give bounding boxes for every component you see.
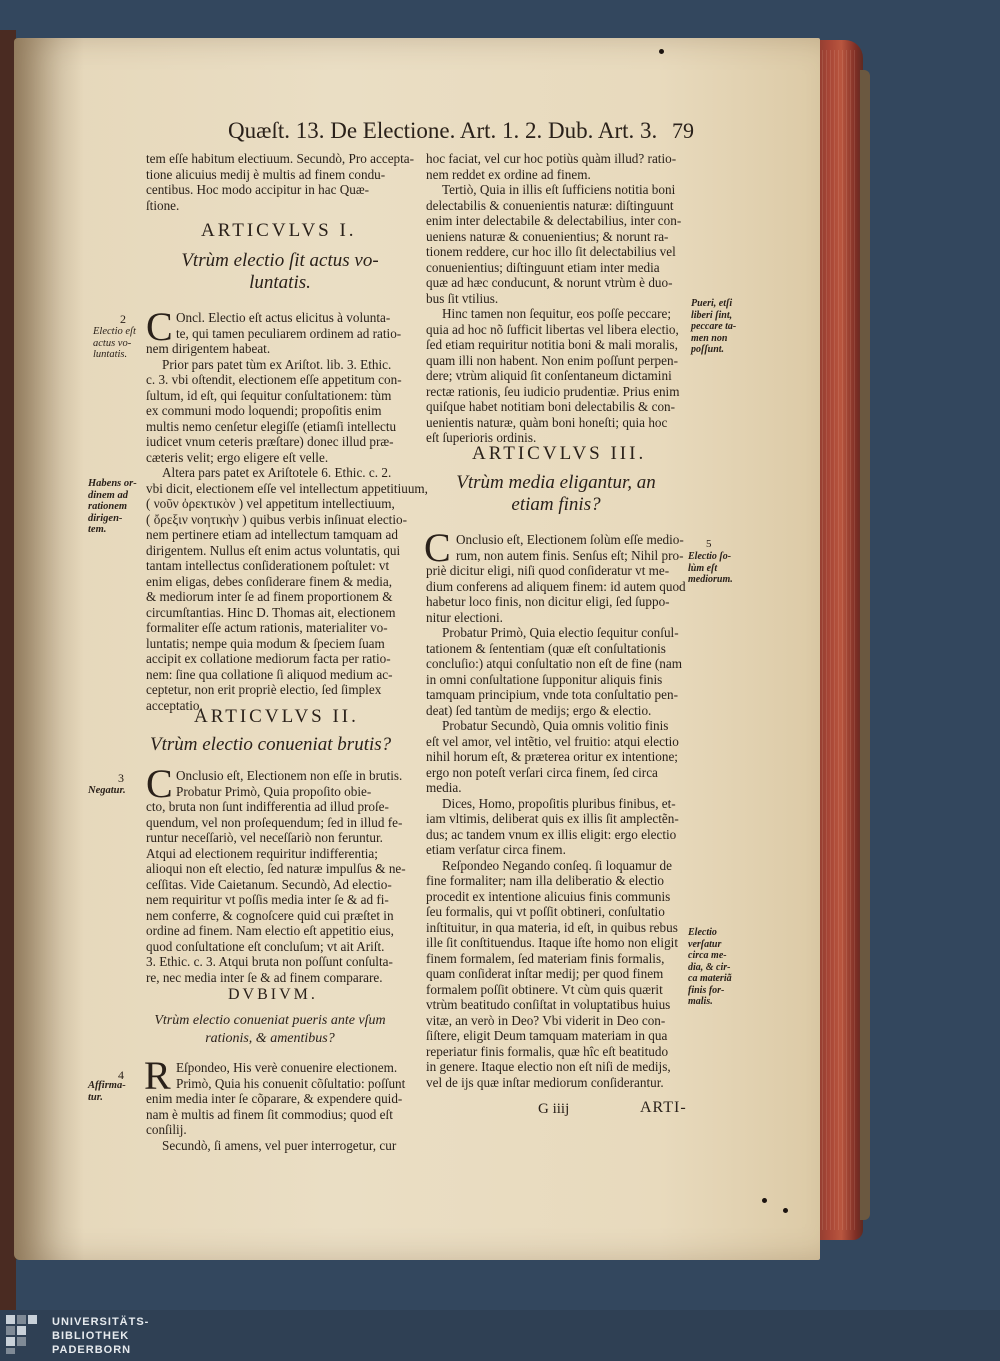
text-line: conuenientius; diſtinguunt etiam inter media bbox=[426, 259, 660, 275]
note-line: liberi ſint, bbox=[691, 309, 733, 321]
text-line: cæteris velit; ergo eligere eſt velle. bbox=[146, 449, 329, 465]
margin-note bbox=[88, 478, 137, 536]
text-line: vtrùm beatitudo conſiſtat in voluptatibus huius bbox=[426, 997, 671, 1012]
note-line: ca materiã bbox=[688, 973, 732, 984]
text-line: ( ὄρεξιν νοητικὴν ) quibus verbis inſinuat electio- bbox=[146, 511, 407, 527]
art2-heading: ARTICVLVS II. bbox=[194, 706, 359, 727]
text-line: nem conferre, & cognoſcere quid cui præſtet in bbox=[146, 907, 394, 923]
text-line: ſed etiam requiritur notitia boni & mali moralis, bbox=[426, 337, 678, 352]
note-line: Electio eſt bbox=[93, 326, 136, 337]
text-line: etiam verſatur circa finem. bbox=[426, 842, 566, 857]
text-line: dere; vtrùm aliquid ſit conſentaneum dictamini bbox=[426, 368, 672, 383]
left-intro bbox=[146, 151, 414, 213]
text-line: fine formaliter; nam illa deliberatio & electio bbox=[426, 873, 665, 888]
text-line: hoc faciat, vel cur hoc potiùs quàm illud? ratio- bbox=[426, 151, 677, 166]
text-line: formalem poſſit obtinere. Vt cùm quis quærit bbox=[426, 981, 663, 997]
question-line: Vtrùm media eligantur, an bbox=[456, 472, 656, 493]
text-line: vitæ, an verò in Deo? Vbi viderit in Deo con- bbox=[426, 1012, 666, 1028]
note-line: dinem ad bbox=[88, 489, 128, 501]
text-line: re, nec media inter ſe & ad finem comparare. bbox=[146, 969, 383, 985]
text-line: cto, bruta non ſunt indifferentia ad illud proſe- bbox=[146, 799, 389, 814]
text-line: iudicet vnum ceteris præſtare) donec illud præ- bbox=[146, 434, 394, 449]
text-line: ſultum, id eſt, qui ſequitur conſultationem: tùm bbox=[146, 387, 392, 403]
text-line: ille ſit conſtituendus. Itaque iſte homo non eligit bbox=[426, 935, 678, 950]
margin-note bbox=[688, 551, 733, 586]
art3-body bbox=[426, 532, 686, 1090]
text-line: ergo non poteſt verſari circa finem, ſed circa bbox=[426, 764, 658, 780]
text-line: Atqui ad electionem requiritur indifferentia; bbox=[146, 845, 378, 861]
text-line: ſeu formalis, qui vt poſſit obtineri, conſultatio bbox=[426, 904, 665, 919]
note-line: Pueri, etſi bbox=[691, 298, 733, 309]
signature-mark: G iiij bbox=[538, 1101, 570, 1117]
text-line: rectæ rationis, ſeu iudicio prudentiæ. Prius enim bbox=[426, 383, 680, 399]
question-line: etiam finis? bbox=[511, 494, 601, 515]
question-line: Vtrùm electio conueniat pueris ante vſum bbox=[154, 1013, 386, 1028]
margin-number: 4 bbox=[118, 1068, 124, 1082]
art2-question: Vtrùm electio conueniat brutis? bbox=[150, 734, 392, 755]
page-number: 79 bbox=[672, 118, 694, 143]
text-line: ceptetur, non erit propriè electio, ſed ſimplex bbox=[146, 682, 382, 697]
text-line: Secundò, ſi amens, vel puer interrogetur, cur bbox=[162, 1137, 397, 1153]
art3-question bbox=[436, 472, 676, 516]
text-line: Eſpondeo, His verè conuenire electionem. bbox=[176, 1060, 398, 1075]
text-line: circumſtantias. Hinc D. Thomas ait, electionem bbox=[146, 604, 396, 620]
note-line: circa me- bbox=[688, 950, 727, 961]
gutter-shadow bbox=[14, 38, 84, 1260]
logo-text-line: BIBLIOTHEK bbox=[52, 1330, 130, 1342]
text-line: ordine ad finem. Nam electio eſt appetitio eius, bbox=[146, 923, 394, 938]
text-line: uenientis naturæ, quàm boni honeſti; quia hoc bbox=[426, 414, 668, 430]
ink-spot bbox=[762, 1198, 767, 1203]
question-line: Vtrùm electio ſit actus vo- bbox=[181, 250, 379, 271]
footer-bar bbox=[0, 1310, 1000, 1361]
note-line: peccare ta- bbox=[691, 321, 737, 332]
text-line: ſiſtere, eligit Deum tamquam materiam in qua bbox=[426, 1028, 668, 1043]
text-line: alioqui non eſt electio, ſed naturæ impulſus & ne- bbox=[146, 861, 406, 876]
text-line: delectabilis & conuenientis naturæ: diſtinguunt bbox=[426, 197, 674, 213]
text-line: accipit ex collatione mediorum facta per ratio- bbox=[146, 651, 391, 666]
note-line: poſſunt. bbox=[691, 344, 725, 355]
text-line: quia ad hoc nõ ſufficit libertas vel libera electio, bbox=[426, 321, 679, 337]
text-line: in genere. Itaque electio non eſt niſi de medijs, bbox=[426, 1059, 671, 1074]
cover-edge bbox=[860, 70, 870, 1220]
text-line: nam è multis ad finem ſit commodius; quod eſt bbox=[146, 1106, 393, 1122]
text-line: inſtituitur, in qua materia, id eſt, in quibus rebus bbox=[426, 919, 678, 935]
text-line: iam vltimis, deliberat quis ex illis ſit amplectẽn- bbox=[426, 811, 679, 826]
text-line: Probatur Secundò, Quia omnis volitio finis bbox=[442, 718, 669, 733]
art1-heading: ARTICVLVS I. bbox=[201, 220, 357, 241]
text-line: te, qui tamen peculiarem ordinem ad ratio- bbox=[176, 325, 402, 341]
note-line: Negatur. bbox=[88, 785, 126, 796]
note-line: dirigen- bbox=[88, 512, 123, 524]
text-line: Dices, Homo, propoſitis pluribus finibus, et- bbox=[442, 795, 676, 811]
text-line: eſt ſuperioris ordinis. bbox=[426, 430, 537, 445]
dropcap: R bbox=[144, 1053, 171, 1098]
art3-heading: ARTICVLVS III. bbox=[472, 443, 647, 464]
library-logo-icon bbox=[6, 1315, 46, 1355]
note-line: luntatis. bbox=[93, 349, 128, 360]
note-line: tur. bbox=[88, 1091, 103, 1103]
text-line: enim eligas, debes conſiderare finem & media, bbox=[146, 573, 393, 589]
text-line: 3. Ethic. c. 3. Atqui bruta non poſſunt conſulta- bbox=[146, 954, 393, 969]
running-title: Quæſt. 13. De Electione. Art. 1. 2. Dub. Art. 3. bbox=[228, 118, 658, 143]
text-line: nem pertinere etiam ad intellectum tamquam ad bbox=[146, 527, 398, 542]
note-line: Electio bbox=[688, 927, 717, 938]
text-line: nitur electioni. bbox=[426, 609, 503, 625]
text-line: Onclusio eſt, Electionem ſolùm eſſe medio- bbox=[456, 532, 684, 547]
question-line: luntatis. bbox=[249, 272, 311, 293]
text-line: Probatur Primò, Quia propoſito obie- bbox=[176, 783, 372, 799]
art1-body bbox=[146, 310, 428, 713]
logo-text-line: PADERBORN bbox=[52, 1344, 132, 1356]
text-line: & mediorum inter ſe ad finem proportionem & bbox=[146, 589, 393, 604]
note-line: men non bbox=[691, 332, 728, 344]
text-line: Onclusio eſt, Electionem non eſſe in brutis. bbox=[176, 768, 403, 783]
margin-number: 5 bbox=[706, 538, 712, 550]
text-line: tionem reddere, cur hoc illo ſit delectabilius vel bbox=[426, 244, 676, 259]
right-top-body bbox=[426, 151, 681, 446]
margin-note bbox=[688, 927, 732, 1008]
text-line: enim inter delectabile & delectabilius, inter con- bbox=[426, 213, 682, 228]
text-line: ſtione. bbox=[146, 197, 180, 213]
note-line: Affirma- bbox=[88, 1080, 126, 1091]
margin-number: 3 bbox=[118, 771, 124, 785]
text-line: habetur loco finis, non dicitur eligi, ſed ſuppo- bbox=[426, 594, 670, 609]
text-line: ceſſitas. Vide Caietanum. Secundò, Ad electio- bbox=[146, 876, 392, 892]
text-line: bus ſit vtilius. bbox=[426, 290, 499, 306]
dropcap: C bbox=[146, 761, 173, 806]
catchword: ARTI- bbox=[640, 1099, 687, 1116]
text-line: priè dicitur eligi, niſi quod conſideratur vt me- bbox=[426, 563, 670, 578]
text-line: in omni conſultatione ſupponitur aliquis finis bbox=[426, 671, 663, 687]
text-line: nem requiritur vt poſſis media inter ſe & ad fi- bbox=[146, 892, 389, 907]
margin-note bbox=[88, 1080, 126, 1103]
note-line: mediorum. bbox=[688, 574, 733, 585]
text-line: nem dirigentem habeat. bbox=[146, 341, 271, 356]
text-line: ueniens naturæ & conuenientius; & norunt ra- bbox=[426, 228, 669, 244]
text-line: tationem & ſententiam (quæ eſt conſultationis bbox=[426, 640, 666, 656]
text-line: c. 3. vbi oſtendit, electionem eſſe appetitum con- bbox=[146, 372, 402, 387]
note-line: dia, & cir- bbox=[688, 961, 731, 973]
text-line: runtur neceſſariò, vel neceſſariò non feruntur. bbox=[146, 830, 383, 845]
text-line: enim media inter ſe cõparare, & expendere quid- bbox=[146, 1091, 403, 1106]
text-line: tem eſſe habitum electiuum. Secundò, Pro accepta- bbox=[146, 151, 415, 166]
text-line: deat) ſed tantùm de medijs; ergo & electio. bbox=[426, 702, 652, 718]
note-line: Habens or- bbox=[88, 478, 137, 489]
text-line: tamquam principium, vnde tota conſultatio pen- bbox=[426, 687, 678, 702]
text-line: nihil horum eſt, & præterea oritur ex intentione; bbox=[426, 749, 678, 764]
logo-text-line: UNIVERSITÄTS- bbox=[52, 1316, 150, 1328]
text-line: vbi dicit, electionem eſſe vel intellectum appetitiuum, bbox=[146, 480, 428, 496]
text-line: reperiatur finis formalis, quæ hîc eſt beatitudo bbox=[426, 1043, 669, 1059]
text-line: finem formalem, ſed materiam finis formalis, bbox=[426, 950, 665, 966]
text-line: procedit ex intentione alicuius finis communis bbox=[426, 888, 671, 904]
margin-note bbox=[691, 298, 736, 356]
text-line: dirigentem. Nullus eſt enim actus voluntatis, qui bbox=[146, 542, 401, 558]
text-line: quam conſiderat inſtar medij; per quod finem bbox=[426, 966, 664, 981]
question-line: rationis, & amentibus? bbox=[205, 1031, 335, 1046]
text-line: nem: ſine qua collatione ſi aliquod medium ac- bbox=[146, 666, 393, 682]
note-line: verſatur bbox=[688, 938, 722, 950]
note-line: finis for- bbox=[688, 984, 725, 996]
note-line: lùm eſt bbox=[688, 562, 718, 574]
text-line: media. bbox=[426, 780, 462, 795]
text-line: Altera pars patet ex Ariſtotele 6. Ethic. c. 2. bbox=[162, 465, 392, 480]
dubium-body bbox=[146, 1060, 405, 1153]
text-line: centibus. Hoc modo accipitur in hac Quæ- bbox=[146, 182, 370, 197]
art1-question bbox=[170, 250, 390, 294]
text-line: nem reddet ex ordine ad finem. bbox=[426, 166, 591, 182]
text-line: dus; ac tandem vnum ex illis eligit: ergo electio bbox=[426, 826, 677, 842]
note-line: actus vo- bbox=[93, 337, 132, 349]
text-line: tantam intellectus conſiderationem poſtulet: vt bbox=[146, 558, 390, 573]
dropcap: C bbox=[424, 525, 451, 570]
dubium-heading: DVBIVM. bbox=[228, 986, 318, 1003]
text-line: ex communi modo loquendi; propoſitis enim bbox=[146, 403, 382, 418]
ink-spot bbox=[783, 1208, 788, 1213]
text-line: quam illi non habent. Non enim poſſunt perpen- bbox=[426, 352, 678, 368]
page-edge-texture bbox=[822, 50, 856, 1230]
text-line: eſt vel amor, vel intẽtio, vel fruitio: atqui electio bbox=[426, 733, 679, 749]
text-line: rum, non autem finis. Senſus eſt; Nihil pro- bbox=[456, 547, 684, 563]
note-line: Electio ſo- bbox=[688, 551, 732, 562]
text-line: tione alicuius medij è multis ad finem condu- bbox=[146, 166, 386, 182]
ink-spot bbox=[659, 49, 664, 54]
text-line: multis nemo cenſetur elegiſſe (etiamſi intellectu bbox=[146, 418, 397, 434]
note-line: malis. bbox=[688, 996, 713, 1007]
dubium-question bbox=[150, 1012, 390, 1048]
text-line: Oncl. Electio eſt actus elicitus à volunta- bbox=[176, 310, 391, 325]
dropcap: C bbox=[146, 304, 173, 349]
text-line: acceptatio. bbox=[146, 697, 203, 713]
text-line: Hinc tamen non ſequitur, eos poſſe peccare; bbox=[442, 306, 672, 321]
text-line: conſilij. bbox=[146, 1122, 187, 1137]
text-line: concluſio:) atqui conſultatio non eſt de fine (nam bbox=[426, 656, 682, 671]
text-line: Reſpondeo Negando conſeq. ſi loquamur de bbox=[442, 857, 672, 873]
note-line: tem. bbox=[88, 524, 107, 535]
text-line: quæ ad hæc conducunt, & norunt vtrùm è duo- bbox=[426, 275, 673, 290]
text-line: Tertiò, Quia in illis eſt ſufficiens notitia boni bbox=[442, 182, 676, 197]
text-line: ( νοῦν ὀρεκτικὸν ) vel appetitum intellectiuum, bbox=[146, 496, 395, 511]
note-line: rationem bbox=[88, 501, 128, 512]
margin-number: 2 bbox=[120, 312, 126, 326]
text-line: quod conſultatione eſt concluſum; vt ait Ariſt. bbox=[146, 938, 385, 954]
text-line: dium conferens ad aliquem finem: id autem quod bbox=[426, 578, 686, 594]
text-line: Prior pars patet tùm ex Ariſtot. lib. 3. Ethic. bbox=[162, 356, 392, 372]
text-line: Probatur Primò, Quia electio ſequitur conſul- bbox=[442, 625, 679, 640]
text-line: Primò, Quia his conuenit cõſultatio: poſſunt bbox=[176, 1075, 406, 1091]
art2-body bbox=[146, 768, 406, 985]
text-line: luntatis; nempe quia modum & ſpeciem ſuam bbox=[146, 635, 385, 651]
text-line: vel de ijs quæ inſtar mediorum conſiderantur. bbox=[426, 1074, 664, 1090]
text-line: formaliter eſſe actum rationis, materialiter vo- bbox=[146, 620, 388, 635]
text-line: quiſque habet notitiam boni delectabilis & con- bbox=[426, 399, 676, 414]
text-line: quendum, vel non proſequendum; ſed in illud fe- bbox=[146, 814, 403, 830]
margin-note bbox=[88, 785, 126, 797]
margin-note bbox=[93, 326, 136, 361]
